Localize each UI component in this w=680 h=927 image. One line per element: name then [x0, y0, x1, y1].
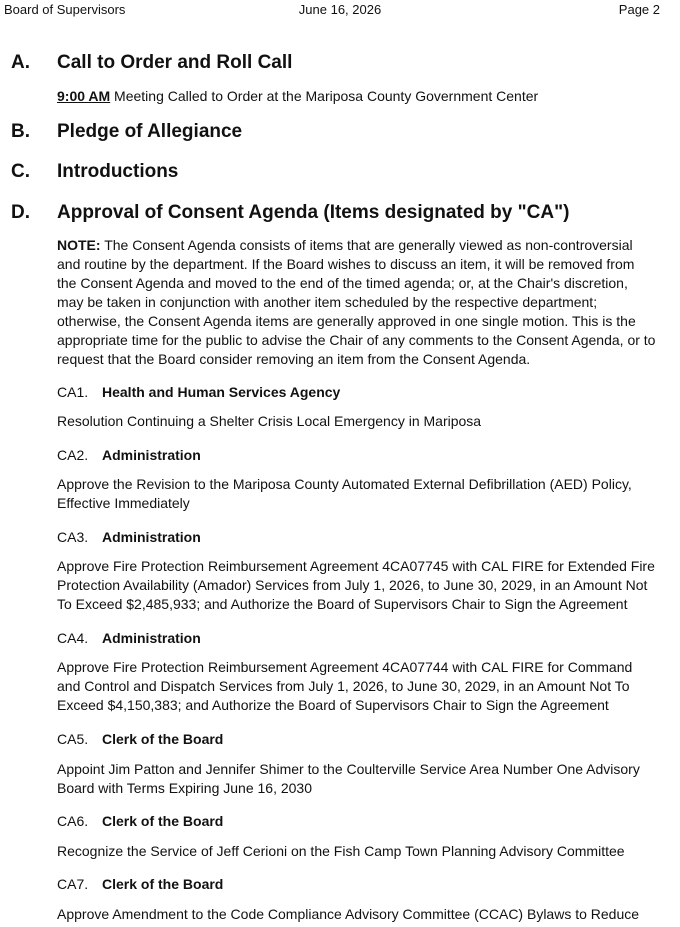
consent-item-description: Approve Amendment to the Code Compliance Advisory Committee (CCAC) Bylaws to Reduce [57, 906, 640, 922]
section-letter: B. [11, 121, 30, 142]
note-text: The Consent Agenda consists of items that are generally viewed as non-controversial and routine by the department. If the Board wishes to discuss an item, it will be removed from the Consent Agenda and moved to the end of the timed agenda; or, at the Chair's discretion, may be taken in conjunction with another item scheduled by the respective department; otherwise, the Consent Agenda items are generally approved in one single motion. This is the appropriate time for the public to advise the Chair of any comments to the Consent Agenda, or to request that the Board consider removing an item from the Consent Agenda. [57, 237, 656, 367]
section-letter: C. [11, 161, 30, 182]
item-code: CA6. [57, 813, 89, 829]
consent-item-header [57, 875, 223, 894]
item-department: Clerk of the Board [102, 876, 224, 892]
item-code: CA1. [57, 384, 89, 400]
item-department: Administration [102, 529, 201, 545]
meeting-call-text: Meeting Called to Order at the Mariposa County Government Center [110, 88, 539, 104]
item-department: Health and Human Services Agency [102, 384, 341, 400]
header-date: June 16, 2026 [298, 2, 382, 17]
consent-item-description: Approve Fire Protection Reimbursement Agreement 4CA07745 with CAL FIRE for Extended Fire Protection Availability (Amador) Services from July 1, 2026, to June 30, 2029, in an Amount Not To Exceed $2,485,933; and Authorize the Board of Supervisors Chair to Sign the Agreement [57, 558, 655, 612]
section-letter: A. [11, 52, 30, 73]
consent-item-header [57, 528, 201, 547]
header-page-number: Page 2 [618, 2, 660, 17]
section-a-text [57, 87, 657, 106]
section-letter: D. [11, 202, 30, 223]
consent-item-description: Recognize the Service of Jeff Cerioni on the Fish Camp Town Planning Advisory Committee [57, 843, 625, 859]
page-header [0, 2, 680, 20]
section-title: Pledge of Allegiance [57, 121, 243, 142]
item-code: CA3. [57, 529, 89, 545]
header-board-name: Board of Supervisors [4, 2, 126, 17]
consent-agenda-note [57, 236, 657, 369]
item-code: CA7. [57, 876, 89, 892]
consent-item-description: Resolution Continuing a Shelter Crisis Local Emergency in Mariposa [57, 413, 482, 429]
consent-item-header [57, 812, 223, 831]
item-department: Administration [102, 447, 201, 463]
meeting-time: 9:00 AM [57, 88, 111, 104]
consent-item-header [57, 446, 201, 465]
section-title: Introductions [57, 161, 179, 182]
item-code: CA2. [57, 447, 89, 463]
consent-item-description: Approve Fire Protection Reimbursement Agreement 4CA07744 with CAL FIRE for Command and Control and Dispatch Services from July 1, 2026, to June 30, 2029, in an Amount Not To Exceed $4,150,383; and Authorize the Board of Supervisors Chair to Sign the Agreement [57, 659, 633, 713]
consent-item-header [57, 383, 340, 402]
item-code: CA4. [57, 630, 89, 646]
consent-item-header [57, 730, 223, 749]
consent-item-description: Approve the Revision to the Mariposa County Automated External Defibrillation (AED) Policy, Effective Immediately [57, 476, 632, 511]
consent-item-header [57, 629, 201, 648]
consent-item-description: Appoint Jim Patton and Jennifer Shimer to the Coulterville Service Area Number One Advisory Board with Terms Expiring June 16, 2030 [57, 761, 640, 796]
note-label: NOTE: [57, 237, 101, 253]
item-department: Administration [102, 630, 201, 646]
section-title: Approval of Consent Agenda (Items designated by "CA") [57, 202, 570, 223]
item-code: CA5. [57, 731, 89, 747]
item-department: Clerk of the Board [102, 731, 224, 747]
item-department: Clerk of the Board [102, 813, 224, 829]
section-title: Call to Order and Roll Call [57, 52, 293, 73]
